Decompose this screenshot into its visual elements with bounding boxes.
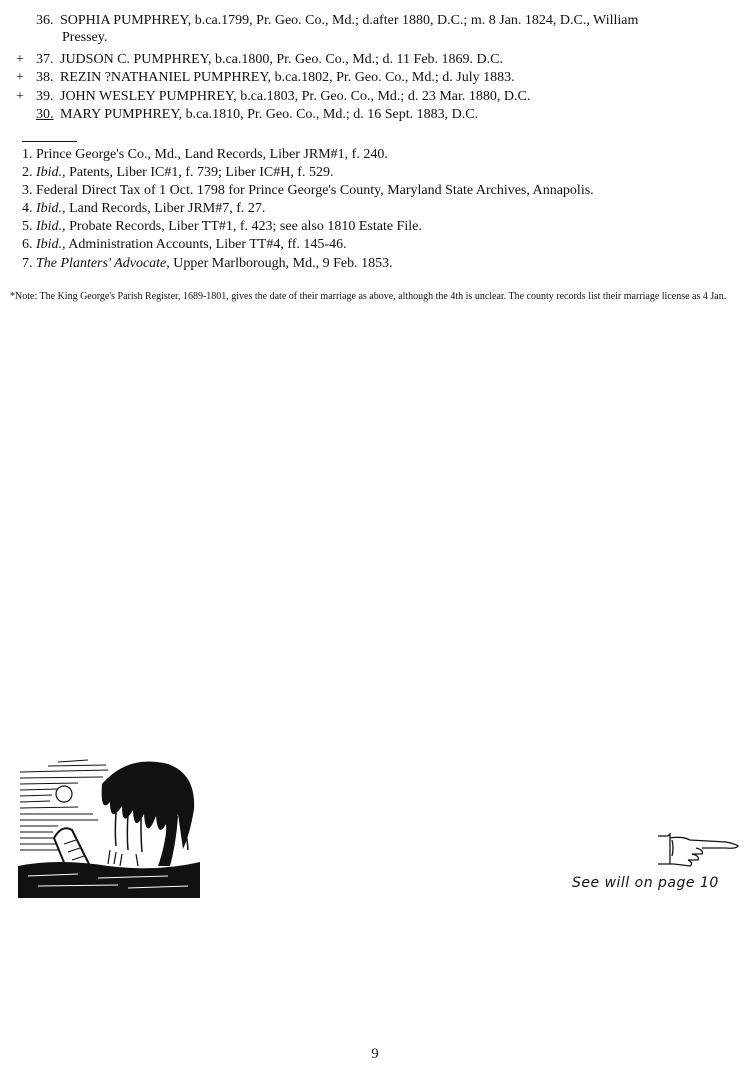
footnote-italic: Ibid.,	[36, 237, 66, 252]
entry-plus: +	[16, 70, 24, 85]
page-number: 9	[371, 1046, 379, 1062]
entry-continuation: Pressey.	[62, 30, 108, 45]
entry-text: MARY PUMPHREY, b.ca.1810, Pr. Geo. Co., Md.; d. 16 Sept. 1883, D.C.	[60, 107, 479, 122]
footnote-italic: Ibid.,	[36, 165, 66, 180]
footnote-7	[22, 255, 738, 273]
footnote-number: 6.	[22, 237, 33, 252]
footnote-text: Probate Records, Liber TT#1, f. 423; see also 1810 Estate File.	[65, 219, 422, 234]
footnote-italic: Ibid.,	[36, 201, 66, 216]
footnote-number: 7.	[22, 256, 33, 271]
entry-number: 38.	[36, 70, 54, 85]
entry-36	[16, 12, 738, 46]
entry-38	[16, 69, 738, 86]
footnote-number: 2.	[22, 165, 33, 180]
footnote-4	[22, 200, 738, 218]
see-will-caption: See will on page 10	[572, 875, 719, 891]
entry-30	[16, 106, 738, 123]
entry-plus: +	[16, 89, 24, 104]
footnote-1	[22, 146, 738, 164]
footnote-text: Administration Accounts, Liber TT#4, ff. 145-46.	[65, 237, 347, 252]
entry-number: 37.	[36, 52, 54, 67]
footnote-number: 3.	[22, 183, 33, 198]
entry-number: 39.	[36, 89, 54, 104]
footnote-text: Land Records, Liber JRM#7, f. 27.	[65, 201, 266, 216]
entry-number: 30.	[36, 107, 54, 122]
footnote-5	[22, 218, 738, 236]
entry-text: JOHN WESLEY PUMPHREY, b.ca.1803, Pr. Geo. Co., Md.; d. 23 Mar. 1880, D.C.	[60, 89, 531, 104]
entry-39	[16, 88, 738, 105]
entry-text: JUDSON C. PUMPHREY, b.ca.1800, Pr. Geo. Co., Md.; d. 11 Feb. 1869. D.C.	[60, 52, 503, 67]
footnote-number: 4.	[22, 201, 33, 216]
footnote-text: Upper Marlborough, Md., 9 Feb. 1853.	[169, 256, 393, 271]
footnote-6	[22, 236, 738, 254]
footnote-rule	[22, 141, 77, 142]
entry-text: SOPHIA PUMPHREY, b.ca.1799, Pr. Geo. Co., Md.; d.after 1880, D.C.; m. 8 Jan. 1824, D.C., William	[60, 13, 639, 28]
graveyard-willow-woodcut	[18, 754, 200, 898]
footnote-italic: Ibid.,	[36, 219, 66, 234]
pointing-hand-icon	[656, 830, 740, 870]
footnote-2	[22, 164, 738, 182]
marriage-note: *Note: The King George's Parish Register, 1689-1801, gives the date of their marriage as above, although the 4th is unclear. The county records list their marriage license as 4 Jan.	[10, 291, 727, 302]
footnote-text: Federal Direct Tax of 1 Oct. 1798 for Prince George's County, Maryland State Archives, Annapolis.	[36, 183, 594, 198]
entry-37	[16, 51, 738, 68]
footnote-3	[22, 182, 738, 200]
entry-plus: +	[16, 52, 24, 67]
footnote-italic: The Planters' Advocate,	[36, 256, 170, 271]
footnote-text: Patents, Liber IC#1, f. 739; Liber IC#H, f. 529.	[65, 165, 334, 180]
footnote-number: 1.	[22, 147, 33, 162]
entry-text: REZIN ?NATHANIEL PUMPHREY, b.ca.1802, Pr. Geo. Co., Md.; d. July 1883.	[60, 70, 515, 85]
footnote-text: Prince George's Co., Md., Land Records, Liber JRM#1, f. 240.	[36, 147, 388, 162]
footnote-number: 5.	[22, 219, 33, 234]
entry-number: 36.	[36, 13, 54, 28]
